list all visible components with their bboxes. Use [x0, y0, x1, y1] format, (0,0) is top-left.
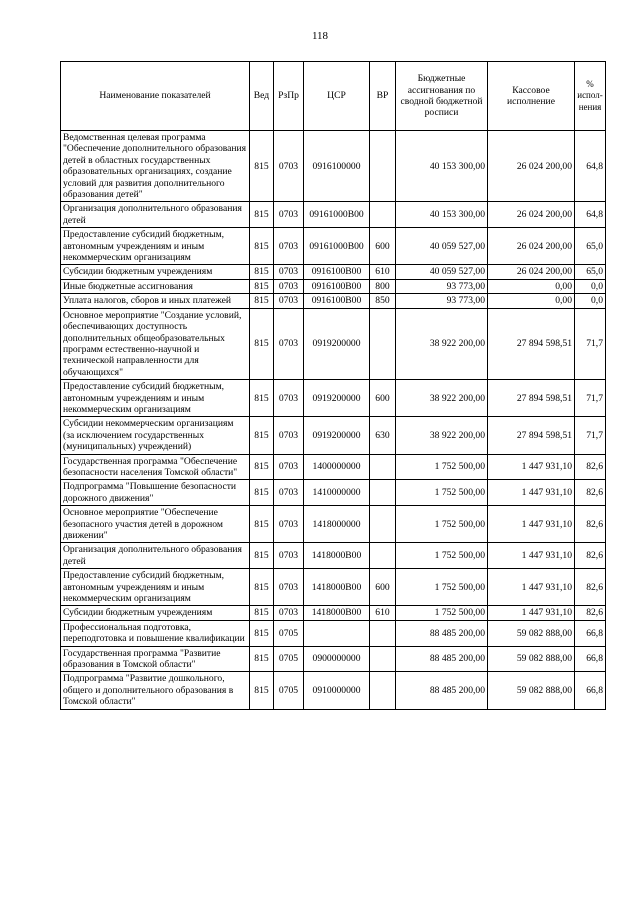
table-row — [61, 131, 606, 202]
cell-percent: 65,0 — [575, 265, 606, 279]
table-row — [61, 454, 606, 480]
cell-vr — [370, 480, 396, 506]
cell-cash: 1 447 931,10 — [488, 454, 575, 480]
cell-ved: 815 — [250, 279, 274, 293]
cell-cash: 59 082 888,00 — [488, 646, 575, 672]
cell-csr: 1418000В00 — [304, 569, 370, 606]
cell-budget: 40 153 300,00 — [396, 202, 488, 228]
cell-csr: 0919200000 — [304, 308, 370, 379]
cell-ved: 815 — [250, 417, 274, 454]
cell-rzpr: 0703 — [274, 294, 304, 308]
cell-csr: 0900000000 — [304, 646, 370, 672]
table-row — [61, 279, 606, 293]
cell-rzpr: 0703 — [274, 569, 304, 606]
cell-cash: 59 082 888,00 — [488, 672, 575, 709]
cell-cash: 26 024 200,00 — [488, 228, 575, 265]
cell-name: Предоставление субсидий бюджетным, автономным учреждениям и иным некоммерческим организациям — [61, 380, 250, 417]
cell-cash: 27 894 598,51 — [488, 380, 575, 417]
cell-ved: 815 — [250, 672, 274, 709]
cell-percent: 71,7 — [575, 417, 606, 454]
cell-name: Государственная программа "Обеспечение безопасности населения Томской области" — [61, 454, 250, 480]
cell-budget: 1 752 500,00 — [396, 569, 488, 606]
cell-percent: 82,6 — [575, 506, 606, 543]
cell-vr: 600 — [370, 228, 396, 265]
cell-csr: 1418000000 — [304, 506, 370, 543]
table-row — [61, 646, 606, 672]
table-row — [61, 569, 606, 606]
header-percent: % испол-нения — [575, 62, 606, 131]
cell-ved: 815 — [250, 202, 274, 228]
cell-csr — [304, 620, 370, 646]
cell-ved: 815 — [250, 620, 274, 646]
cell-budget: 1 752 500,00 — [396, 543, 488, 569]
cell-name: Предоставление субсидий бюджетным, автономным учреждениям и иным некоммерческим организациям — [61, 228, 250, 265]
cell-name: Иные бюджетные ассигнования — [61, 279, 250, 293]
cell-vr — [370, 620, 396, 646]
cell-budget: 88 485 200,00 — [396, 620, 488, 646]
cell-name: Основное мероприятие "Создание условий, обеспечивающих доступность дополнительных общеобразовательных программ естественно-научной и технической направленности для обучающихся" — [61, 308, 250, 379]
cell-name: Подпрограмма "Повышение безопасности дорожного движения" — [61, 480, 250, 506]
table-row — [61, 294, 606, 308]
table-row — [61, 202, 606, 228]
cell-budget: 93 773,00 — [396, 294, 488, 308]
header-budget: Бюджетные ассигнования по сводной бюджетной росписи — [396, 62, 488, 131]
cell-rzpr: 0703 — [274, 308, 304, 379]
cell-cash: 59 082 888,00 — [488, 620, 575, 646]
page-number: 118 — [311, 30, 329, 42]
cell-vr: 630 — [370, 417, 396, 454]
header-name: Наименование показателей — [61, 62, 250, 131]
cell-percent: 64,8 — [575, 202, 606, 228]
cell-percent: 66,8 — [575, 672, 606, 709]
cell-rzpr: 0703 — [274, 606, 304, 620]
cell-csr: 1410000000 — [304, 480, 370, 506]
cell-vr — [370, 543, 396, 569]
table-row — [61, 308, 606, 379]
cell-rzpr: 0703 — [274, 380, 304, 417]
cell-cash: 1 447 931,10 — [488, 543, 575, 569]
cell-percent: 71,7 — [575, 380, 606, 417]
cell-ved: 815 — [250, 646, 274, 672]
cell-rzpr: 0703 — [274, 131, 304, 202]
cell-csr: 1400000000 — [304, 454, 370, 480]
table-row — [61, 380, 606, 417]
cell-cash: 1 447 931,10 — [488, 606, 575, 620]
cell-csr: 0916100В00 — [304, 265, 370, 279]
cell-budget: 40 059 527,00 — [396, 228, 488, 265]
cell-cash: 1 447 931,10 — [488, 506, 575, 543]
cell-vr: 800 — [370, 279, 396, 293]
cell-rzpr: 0705 — [274, 646, 304, 672]
cell-rzpr: 0703 — [274, 480, 304, 506]
table-row — [61, 480, 606, 506]
cell-vr — [370, 308, 396, 379]
cell-vr — [370, 506, 396, 543]
cell-budget: 40 153 300,00 — [396, 131, 488, 202]
cell-vr — [370, 646, 396, 672]
cell-budget: 40 059 527,00 — [396, 265, 488, 279]
cell-percent: 82,6 — [575, 480, 606, 506]
cell-ved: 815 — [250, 294, 274, 308]
cell-cash: 26 024 200,00 — [488, 202, 575, 228]
cell-csr: 1418000В00 — [304, 543, 370, 569]
cell-cash: 26 024 200,00 — [488, 131, 575, 202]
cell-name: Предоставление субсидий бюджетным, автономным учреждениям и иным некоммерческим организациям — [61, 569, 250, 606]
table-row — [61, 265, 606, 279]
cell-vr — [370, 131, 396, 202]
cell-name: Основное мероприятие "Обеспечение безопасного участия детей в дорожном движении" — [61, 506, 250, 543]
cell-rzpr: 0703 — [274, 506, 304, 543]
cell-ved: 815 — [250, 569, 274, 606]
cell-name: Профессиональная подготовка, переподготовка и повышение квалификации — [61, 620, 250, 646]
cell-name: Субсидии бюджетным учреждениям — [61, 265, 250, 279]
cell-vr: 610 — [370, 265, 396, 279]
cell-cash: 1 447 931,10 — [488, 480, 575, 506]
cell-vr: 850 — [370, 294, 396, 308]
header-vr: ВР — [370, 62, 396, 131]
cell-ved: 815 — [250, 265, 274, 279]
cell-cash: 0,00 — [488, 279, 575, 293]
cell-ved: 815 — [250, 506, 274, 543]
cell-rzpr: 0703 — [274, 202, 304, 228]
cell-csr: 0919200000 — [304, 380, 370, 417]
cell-vr — [370, 454, 396, 480]
table-row — [61, 506, 606, 543]
cell-rzpr: 0703 — [274, 279, 304, 293]
cell-name: Уплата налогов, сборов и иных платежей — [61, 294, 250, 308]
cell-csr: 1418000В00 — [304, 606, 370, 620]
cell-budget: 1 752 500,00 — [396, 506, 488, 543]
cell-rzpr: 0705 — [274, 672, 304, 709]
cell-ved: 815 — [250, 606, 274, 620]
cell-ved: 815 — [250, 228, 274, 265]
cell-vr: 600 — [370, 569, 396, 606]
cell-budget: 88 485 200,00 — [396, 646, 488, 672]
cell-csr: 0916100В00 — [304, 279, 370, 293]
cell-percent: 82,6 — [575, 606, 606, 620]
cell-budget: 38 922 200,00 — [396, 308, 488, 379]
table-row — [61, 228, 606, 265]
table-row — [61, 543, 606, 569]
cell-rzpr: 0703 — [274, 265, 304, 279]
cell-ved: 815 — [250, 308, 274, 379]
cell-csr: 0916100В00 — [304, 294, 370, 308]
cell-rzpr: 0705 — [274, 620, 304, 646]
cell-percent: 82,6 — [575, 569, 606, 606]
cell-percent: 0,0 — [575, 279, 606, 293]
cell-budget: 38 922 200,00 — [396, 417, 488, 454]
cell-cash: 27 894 598,51 — [488, 417, 575, 454]
cell-csr: 0910000000 — [304, 672, 370, 709]
header-ved: Вед — [250, 62, 274, 131]
cell-ved: 815 — [250, 380, 274, 417]
table-row — [61, 417, 606, 454]
cell-percent: 66,8 — [575, 646, 606, 672]
cell-name: Субсидии бюджетным учреждениям — [61, 606, 250, 620]
cell-percent: 82,6 — [575, 543, 606, 569]
cell-vr: 610 — [370, 606, 396, 620]
cell-name: Подпрограмма "Развитие дошкольного, общего и дополнительного образования в Томской области" — [61, 672, 250, 709]
table-row — [61, 672, 606, 709]
cell-percent: 66,8 — [575, 620, 606, 646]
cell-percent: 82,6 — [575, 454, 606, 480]
cell-name: Государственная программа "Развитие образования в Томской области" — [61, 646, 250, 672]
cell-ved: 815 — [250, 480, 274, 506]
cell-csr: 09161000В00 — [304, 202, 370, 228]
cell-rzpr: 0703 — [274, 454, 304, 480]
table-body — [61, 131, 606, 710]
cell-name: Организация дополнительного образования детей — [61, 543, 250, 569]
cell-csr: 09161000В00 — [304, 228, 370, 265]
cell-percent: 65,0 — [575, 228, 606, 265]
cell-name: Ведомственная целевая программа "Обеспечение дополнительного образования детей в областных государственных образовательных организациях, создание условий для развития дополнительного образования детей" — [61, 131, 250, 202]
cell-rzpr: 0703 — [274, 417, 304, 454]
cell-rzpr: 0703 — [274, 228, 304, 265]
cell-budget: 1 752 500,00 — [396, 454, 488, 480]
cell-csr: 0919200000 — [304, 417, 370, 454]
cell-name: Субсидии некоммерческим организациям (за исключением государственных (муниципальных) учреждений) — [61, 417, 250, 454]
budget-table — [60, 61, 606, 710]
cell-vr — [370, 672, 396, 709]
header-rzpr: РзПр — [274, 62, 304, 131]
cell-percent: 64,8 — [575, 131, 606, 202]
header-cash: Кассовое исполнение — [488, 62, 575, 131]
cell-budget: 93 773,00 — [396, 279, 488, 293]
table-row — [61, 606, 606, 620]
cell-budget: 1 752 500,00 — [396, 606, 488, 620]
cell-vr: 600 — [370, 380, 396, 417]
cell-csr: 0916100000 — [304, 131, 370, 202]
cell-cash: 26 024 200,00 — [488, 265, 575, 279]
cell-vr — [370, 202, 396, 228]
cell-ved: 815 — [250, 543, 274, 569]
cell-rzpr: 0703 — [274, 543, 304, 569]
cell-cash: 0,00 — [488, 294, 575, 308]
cell-cash: 27 894 598,51 — [488, 308, 575, 379]
cell-ved: 815 — [250, 131, 274, 202]
table-header-row — [61, 62, 606, 131]
cell-budget: 1 752 500,00 — [396, 480, 488, 506]
cell-percent: 0,0 — [575, 294, 606, 308]
cell-percent: 71,7 — [575, 308, 606, 379]
cell-budget: 88 485 200,00 — [396, 672, 488, 709]
cell-name: Организация дополнительного образования детей — [61, 202, 250, 228]
header-csr: ЦСР — [304, 62, 370, 131]
cell-cash: 1 447 931,10 — [488, 569, 575, 606]
table-row — [61, 620, 606, 646]
cell-budget: 38 922 200,00 — [396, 380, 488, 417]
cell-ved: 815 — [250, 454, 274, 480]
